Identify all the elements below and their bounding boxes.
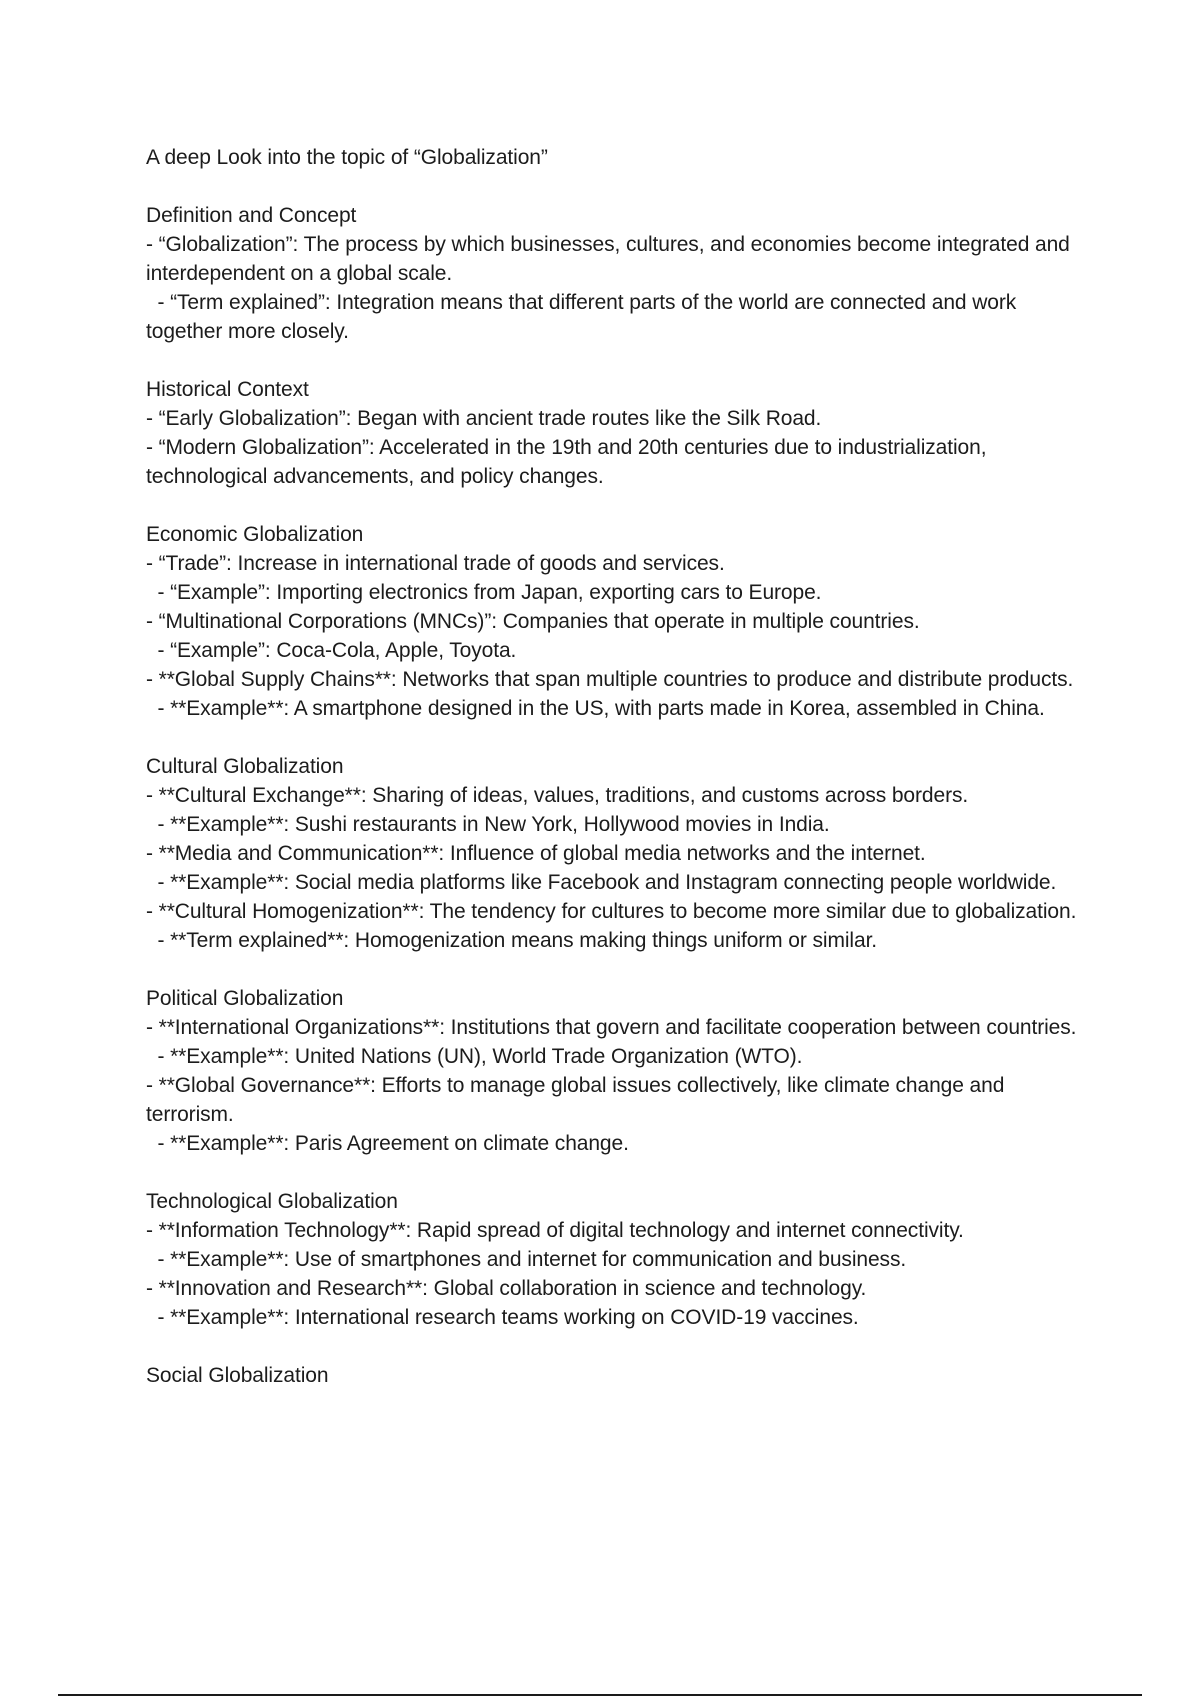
list-item: - **Cultural Exchange**: Sharing of ideas, values, traditions, and customs across borders. bbox=[146, 784, 969, 807]
section-political bbox=[146, 984, 1086, 1158]
list-item: - **Example**: Sushi restaurants in New York, Hollywood movies in India. bbox=[146, 813, 830, 836]
section-heading: Economic Globalization bbox=[146, 523, 364, 546]
list-item: - **Example**: United Nations (UN), World Trade Organization (WTO). bbox=[146, 1045, 803, 1068]
section-lines bbox=[146, 549, 1086, 723]
list-item: - “Modern Globalization”: Accelerated in the 19th and 20th centuries due to industrialization, technological advancements, and policy changes. bbox=[146, 436, 993, 488]
list-item: - “Example”: Importing electronics from Japan, exporting cars to Europe. bbox=[146, 581, 822, 604]
list-item: - “Globalization”: The process by which businesses, cultures, and economies become integrated and interdependent on a global scale. bbox=[146, 233, 1076, 285]
document-body bbox=[146, 143, 1086, 1419]
list-item: - **Example**: A smartphone designed in the US, with parts made in Korea, assembled in China. bbox=[146, 697, 1045, 720]
list-item: - **Example**: Paris Agreement on climate change. bbox=[146, 1132, 629, 1155]
section-social bbox=[146, 1361, 1086, 1390]
list-item: - **Term explained**: Homogenization means making things uniform or similar. bbox=[146, 929, 878, 952]
section-heading: Technological Globalization bbox=[146, 1190, 398, 1213]
list-item: - **Information Technology**: Rapid spread of digital technology and internet connectivity. bbox=[146, 1219, 964, 1242]
section-cultural bbox=[146, 752, 1086, 955]
section-historical bbox=[146, 375, 1086, 491]
list-item: - **Global Supply Chains**: Networks that span multiple countries to produce and distribute products. bbox=[146, 668, 1074, 691]
section-lines bbox=[146, 781, 1086, 955]
section-technological bbox=[146, 1187, 1086, 1332]
bottom-divider bbox=[58, 1694, 1142, 1696]
list-item: - **Media and Communication**: Influence of global media networks and the internet. bbox=[146, 842, 926, 865]
list-item: - “Multinational Corporations (MNCs)”: Companies that operate in multiple countries. bbox=[146, 610, 920, 633]
list-item: - “Example”: Coca-Cola, Apple, Toyota. bbox=[146, 639, 517, 662]
list-item: - **Global Governance**: Efforts to manage global issues collectively, like climate change and terrorism. bbox=[146, 1074, 1011, 1126]
section-lines bbox=[146, 230, 1086, 346]
section-lines bbox=[146, 404, 1086, 491]
list-item: - **Example**: Use of smartphones and internet for communication and business. bbox=[146, 1248, 907, 1271]
list-item: - **Example**: International research teams working on COVID-19 vaccines. bbox=[146, 1306, 859, 1329]
section-heading: Cultural Globalization bbox=[146, 755, 344, 778]
section-heading: Political Globalization bbox=[146, 987, 344, 1010]
section-definition bbox=[146, 201, 1086, 346]
list-item: - **International Organizations**: Institutions that govern and facilitate cooperation between countries. bbox=[146, 1016, 1077, 1039]
section-heading: Social Globalization bbox=[146, 1364, 329, 1387]
section-economic bbox=[146, 520, 1086, 723]
document-title: A deep Look into the topic of “Globalization” bbox=[146, 146, 548, 169]
section-heading: Definition and Concept bbox=[146, 204, 357, 227]
list-item: - **Example**: Social media platforms like Facebook and Instagram connecting people worldwide. bbox=[146, 871, 1057, 894]
section-lines bbox=[146, 1013, 1086, 1158]
list-item: - “Early Globalization”: Began with ancient trade routes like the Silk Road. bbox=[146, 407, 822, 430]
list-item: - **Innovation and Research**: Global collaboration in science and technology. bbox=[146, 1277, 867, 1300]
list-item: - **Cultural Homogenization**: The tendency for cultures to become more similar due to globalization. bbox=[146, 900, 1077, 923]
list-item: - “Trade”: Increase in international trade of goods and services. bbox=[146, 552, 725, 575]
section-heading: Historical Context bbox=[146, 378, 309, 401]
list-item: - “Term explained”: Integration means that different parts of the world are connected and work together more closely. bbox=[146, 291, 1022, 343]
section-lines bbox=[146, 1216, 1086, 1332]
